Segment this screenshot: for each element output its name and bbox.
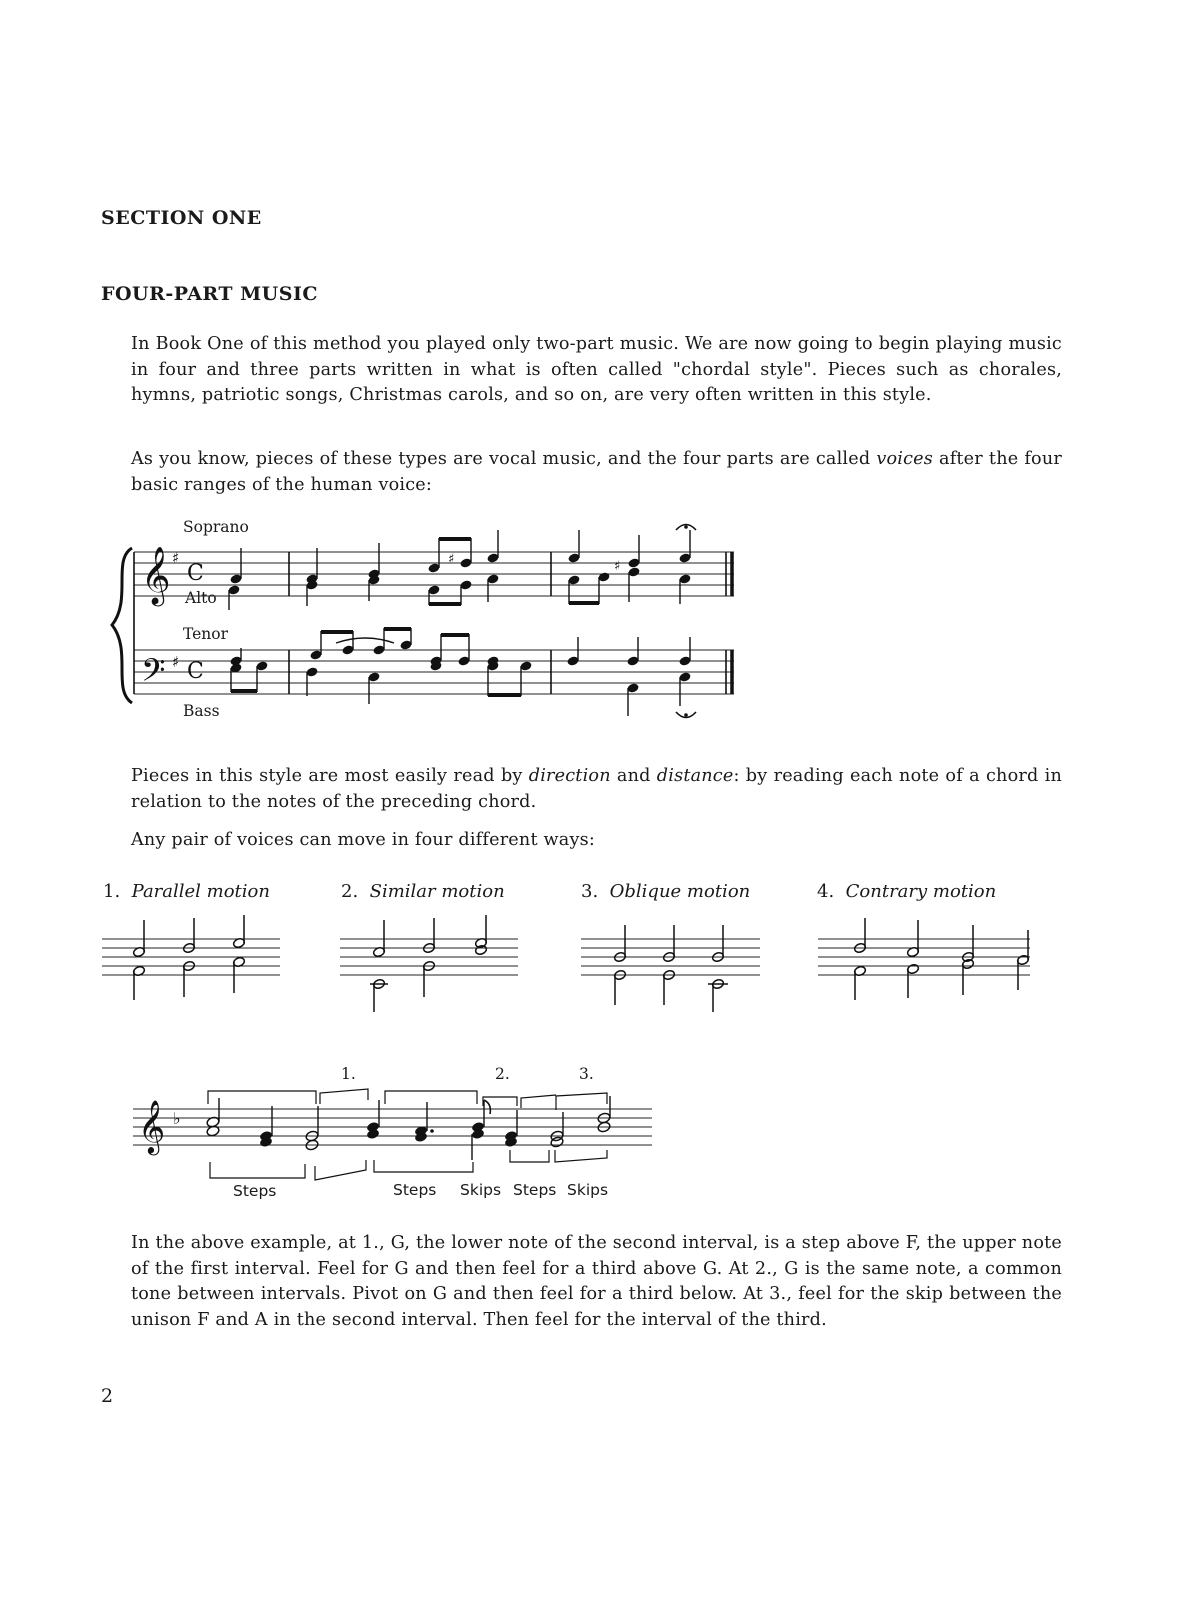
- motion-number: 2.: [341, 881, 359, 902]
- example-marker-1: 1.: [341, 1065, 356, 1083]
- common-time-icon: C: [187, 561, 204, 586]
- distance-emphasis: distance: [656, 766, 734, 786]
- bass-label: Bass: [183, 702, 220, 720]
- common-time-icon: C: [187, 659, 204, 684]
- section-title: SECTION ONE: [101, 207, 262, 229]
- intro-paragraph: In Book One of this method you played only two-part music. We are now going to begin playing music in four and three parts written in what is often called "chordal style". Pieces such as chorales, hymns, patriotic songs, Christmas carols, and so on, are very often written in this style.: [131, 334, 1062, 405]
- sharp-icon: ♯: [172, 653, 180, 671]
- example-marker-3: 3.: [579, 1065, 594, 1083]
- treble-clef-icon: 𝄞: [141, 546, 171, 604]
- skips-label: Skips: [567, 1181, 609, 1199]
- example-marker-2: 2.: [495, 1065, 510, 1083]
- treble-clef-icon: 𝄞: [138, 1099, 166, 1153]
- steps-label: Steps: [513, 1181, 557, 1199]
- steps-label: Steps: [233, 1182, 277, 1200]
- motion-number: 1.: [103, 881, 121, 902]
- alto-label: Alto: [185, 589, 217, 607]
- motion-name: Similar motion: [369, 881, 505, 902]
- soprano-label: Soprano: [183, 518, 249, 536]
- voices-paragraph-text: As you know, pieces of these types are vocal music, and the four parts are called: [131, 449, 877, 469]
- skips-label: Skips: [460, 1181, 502, 1199]
- motion-name: Contrary motion: [845, 881, 997, 902]
- page-number: 2: [101, 1385, 114, 1407]
- direction-paragraph-text: Pieces in this style are most easily read by: [131, 766, 529, 786]
- steps-label: Steps: [393, 1181, 437, 1199]
- motion-intro: Any pair of voices can move in four different ways:: [131, 830, 595, 850]
- bass-clef-icon: 𝄢: [141, 652, 166, 696]
- explanation-paragraph: In the above example, at 1., G, the lower note of the second interval, is a step above F, the upper note of the first interval. Feel for G and then feel for a third above G. At 2., G is the same note, a common tone between intervals. Pivot on G and then feel for a third below. At 3., feel for the skip between the unison F and A in the second interval. Then feel for the interval of the third.: [131, 1233, 1062, 1330]
- tenor-label: Tenor: [183, 625, 229, 643]
- voices-paragraph-text-end: after the four basic ranges of the human voice:: [131, 449, 1062, 495]
- flat-icon: ♭: [173, 1109, 181, 1128]
- svg-text:♯: ♯: [614, 559, 621, 574]
- motion-name: Parallel motion: [131, 881, 270, 902]
- motion-number: 4.: [817, 881, 835, 902]
- sharp-icon: ♯: [172, 549, 180, 567]
- chapter-title: FOUR-PART MUSIC: [101, 283, 318, 305]
- motion-name: Oblique motion: [609, 881, 751, 902]
- direction-paragraph-text-end: : by reading each note of a chord in relation to the notes of the preceding chord.: [131, 766, 1062, 812]
- motion-number: 3.: [581, 881, 599, 902]
- direction-emphasis: direction: [528, 766, 611, 786]
- direction-paragraph-and: and: [610, 766, 657, 786]
- voices-emphasis: voices: [876, 449, 933, 469]
- svg-text:♯: ♯: [448, 552, 455, 567]
